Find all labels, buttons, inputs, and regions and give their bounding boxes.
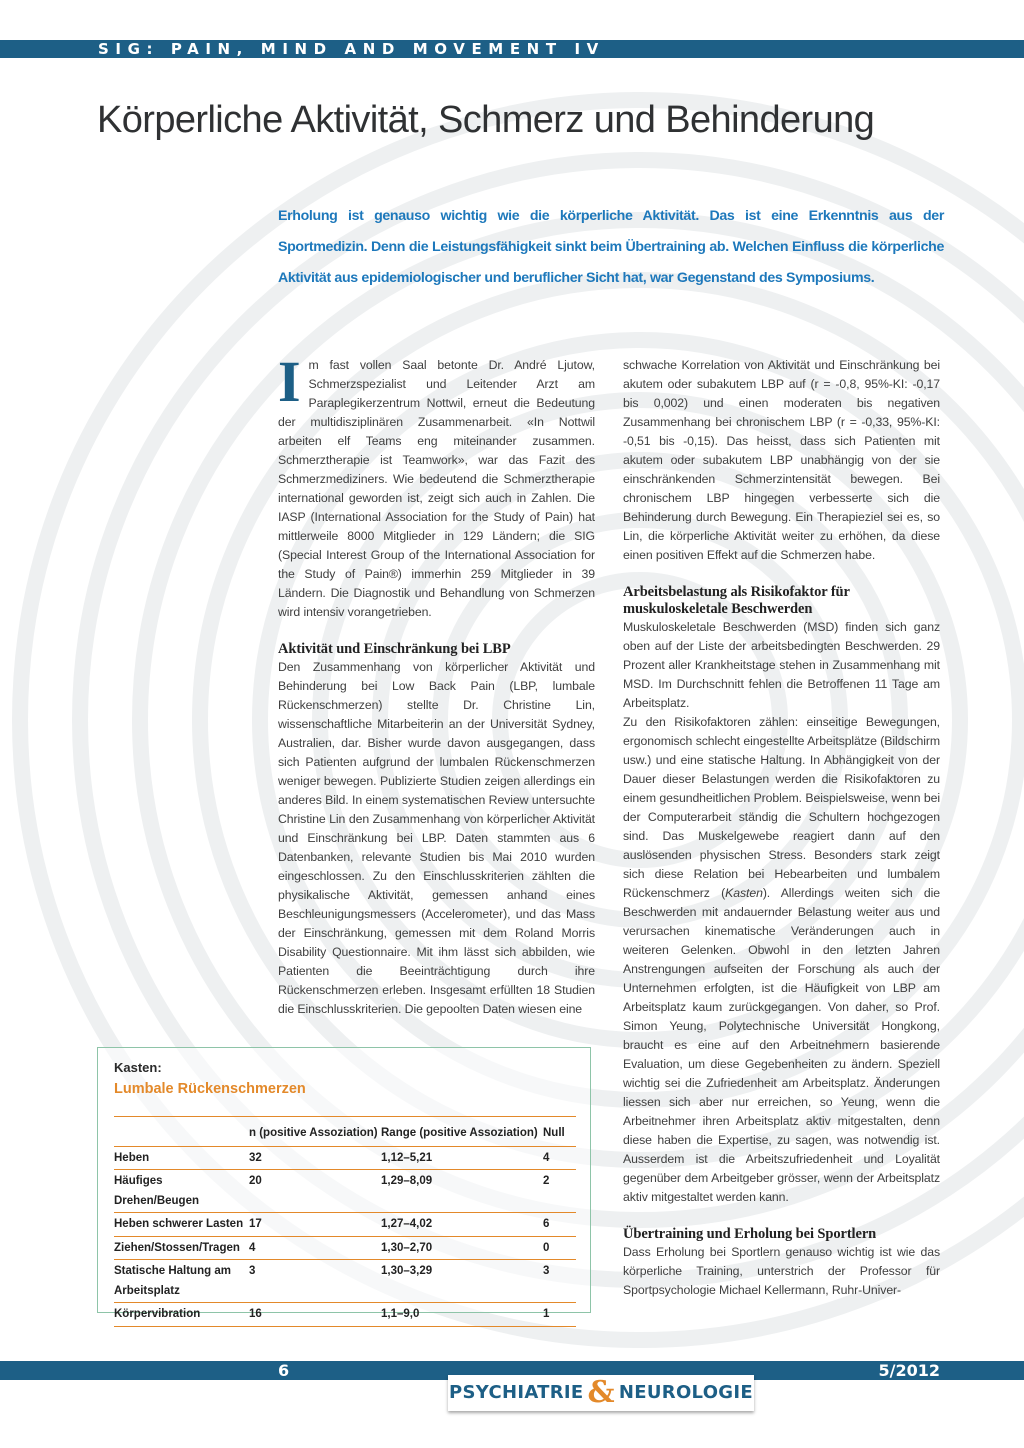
- box-title: Lumbale Rückenschmerzen: [114, 1081, 306, 1097]
- text-column-left: [278, 349, 595, 1019]
- table-cell: 1,1–9,0: [381, 1303, 543, 1327]
- table-cell: 1,30–2,70: [381, 1236, 543, 1260]
- table-header-row: [114, 1117, 576, 1147]
- table-cell: 2: [543, 1170, 576, 1213]
- section-header-bar: [0, 40, 1024, 58]
- intro-paragraph: [278, 349, 595, 622]
- issue-number: 5/2012: [878, 1361, 940, 1380]
- table-cell: 1,27–4,02: [381, 1213, 543, 1237]
- table-cell: Körpervibration: [114, 1303, 249, 1327]
- info-box: [97, 1047, 591, 1320]
- table-cell: 1,29–8,09: [381, 1170, 543, 1213]
- paragraph-risk-factors: [623, 713, 940, 1207]
- table-cell: 1,12–5,21: [381, 1146, 543, 1170]
- table-cell: Heben: [114, 1146, 249, 1170]
- paragraph-overtraining: Dass Erholung bei Sportlern genauso wichtig ist wie das körperliche Training, unterstrich der Professor für Sportpsychologie Michael Kellermann, Ruhr-Univer-: [623, 1245, 940, 1297]
- table-cell: 0: [543, 1236, 576, 1260]
- table-cell: 1: [543, 1303, 576, 1327]
- journal-logo: [448, 1375, 754, 1411]
- box-label: Kasten:: [114, 1060, 162, 1075]
- risk-text-a: Zu den Risikofaktoren zählen: einseitige Bewegungen, ergonomisch schlecht eingestellte Arbeitsplätze (Bildschirm usw.) und eine statische Haltung. In Abhängigkeit von der Dauer dieser Belastungen werden die Risikofaktoren zu einem gesundheitlichen Problem. Beispielsweise, wenn bei der Computerarbeit ständig die Schultern hochgezogen sind. Das Muskelgewebe reagiert dann auf den auslösenden physischen Stress. Besonders stark zeigt sich diese Relation bei Hebearbeiten und lumbalem Rückenschmerz (: [623, 715, 940, 900]
- table-header-cell: [114, 1117, 249, 1147]
- table-cell: 6: [543, 1213, 576, 1237]
- logo-text-left: PSYCHIATRIE: [449, 1382, 584, 1403]
- table-cell: 32: [249, 1146, 381, 1170]
- paragraph-correlation: schwache Korrelation von Aktivität und Einschränkung bei akutem oder subakutem LBP auf (r = -0,8, 95%-KI: -0,17 bis 0,002) und einen moderaten bis negativen Zusammenhang bei chronischem LBP (r = -0,33, 95%-KI: -0,51 bis -0,15). Das heisst, dass sich Patienten mit akutem oder subakutem LBP unabhängig von der sie einschränkenden Schmerzintensität bewegen. Bei chronischem LBP hingegen verbesserte sich die Behinderung durch Bewegung. Ein Therapieziel sei es, so Lin, die körperliche Aktivität weiter zu erhöhen, da diese einen positiven Effekt auf die Schmerzen habe.: [623, 358, 940, 562]
- drop-cap: I: [278, 349, 301, 414]
- table-cell: 16: [249, 1303, 381, 1327]
- table-header-cell: Range (positive Assoziation): [381, 1117, 543, 1147]
- table-row: [114, 1260, 576, 1303]
- article-title: Körperliche Aktivität, Schmerz und Behinderung: [97, 99, 875, 141]
- logo-ampersand: &: [587, 1375, 615, 1410]
- table-cell: 1,30–3,29: [381, 1260, 543, 1303]
- risk-text-b: ). Allerdings weiten sich die Beschwerden mit andauernder Belastung weiter aus und verursachen kinematische Veränderungen auch in weiteren Gelenken. Obwohl in den letzten Jahren Anstrengungen aufseiten der Forschung als auch der Unternehmen erfolgten, ist die Häufigkeit von LBP am Arbeitsplatz kaum zurückgegangen. Von daher, so Prof. Simon Yeung, Polytechnische Universität Hongkong, braucht es eine auf den Arbeitnehmern basierende Evaluation, um diese Gegebenheiten zu ändern. Speziell wichtig sei die Zufriedenheit am Arbeitsplatz. Änderungen liessen sich aber nur erreichen, so Yeung, wenn die Arbeitnehmer ihren Arbeitsplatz aktiv mitgestalten, denn diese haben die Expertise, zu sagen, was notwendig ist. Ausserdem ist die Arbeitszufriedenheit und Loyalität gegenüber dem Arbeitgeber grösser, wenn der Arbeitsplatz aktiv mitgestaltet werden kann.: [623, 886, 941, 1204]
- table-cell: 20: [249, 1170, 381, 1213]
- table-row: [114, 1146, 576, 1170]
- subheading-activity-lbp: Aktivität und Einschränkung bei LBP: [278, 641, 511, 657]
- intro-text: m fast vollen Saal betonte Dr. André Ljutow, Schmerzspezialist und Leitender Arzt am Paraplegikerzentrum Nottwil, erneut die Bedeutung der multidisziplinären Zusammenarbeit. «In Nottwil arbeiten elf Teams eng miteinander zusammen. Schmerztherapie ist Teamwork», war das Fazit des Schmerzmediziners. Wie bedeutend die Schmerztherapie international geworden ist, zeigt sich auch in Zahlen. Die IASP (International Association for the Study of Pain) hat mittlerweile 8000 Mitglieder in 129 Ländern; die SIG (Special Interest Group of the International Association for the Study of Pain®) immerhin 259 Mitglieder in 39 Ländern. Die Diagnostik und Behandlung von Schmerzen wird intensiv vorangetrieben.: [278, 358, 595, 619]
- table-row: [114, 1303, 576, 1327]
- paragraph-msd: Muskuloskeletale Beschwerden (MSD) finden sich ganz oben auf der Liste der arbeitsbedingten Beschwerden. 29 Prozent aller Krankheitstage stehen in Zusammenhang mit MSD. Im Durchschnitt fehlen die Betroffenen 11 Tage am Arbeitsplatz.: [623, 620, 940, 710]
- article-lead: Erholung ist genauso wichtig wie die körperliche Aktivität. Das ist eine Erkenntnis aus der Sportmedizin. Denn die Leistungsfähigkeit sinkt beim Übertraining ab. Welchen Einfluss die körperliche Aktivität aus epidemiologischer und beruflicher Sicht hat, war Gegenstand des Symposiums.: [278, 208, 944, 286]
- table-row: [114, 1170, 576, 1213]
- table-header-cell: Null: [543, 1117, 576, 1147]
- table-cell: Häufiges Drehen/Beugen: [114, 1170, 249, 1213]
- table-cell: 4: [543, 1146, 576, 1170]
- table-header-cell: n (positive Assoziation): [249, 1117, 381, 1147]
- kasten-reference: Kasten: [725, 886, 763, 900]
- subheading-overtraining: Übertraining und Erholung bei Sportlern: [623, 1226, 877, 1242]
- table-row: [114, 1213, 576, 1237]
- page-number: 6: [278, 1361, 290, 1380]
- text-column-right: [623, 356, 940, 1300]
- section-header-text: SIG: PAIN, MIND AND MOVEMENT IV: [98, 40, 605, 58]
- table-cell: Heben schwerer Lasten: [114, 1213, 249, 1237]
- table-cell: 4: [249, 1236, 381, 1260]
- table-cell: Ziehen/Stossen/Tragen: [114, 1236, 249, 1260]
- table-cell: 3: [543, 1260, 576, 1303]
- data-table: [114, 1116, 576, 1327]
- subheading-workload: Arbeitsbelastung als Risikofaktor für muskuloskeletale Beschwerden: [623, 584, 850, 617]
- table-cell: 17: [249, 1213, 381, 1237]
- table-cell: Statische Haltung am Arbeitsplatz: [114, 1260, 249, 1303]
- table-row: [114, 1236, 576, 1260]
- table-cell: 3: [249, 1260, 381, 1303]
- paragraph-activity-lbp: Den Zusammenhang von körperlicher Aktivität und Behinderung bei Low Back Pain (LBP, lumbale Rückenschmerzen) stellte Dr. Christine Lin, wissenschaftliche Mitarbeiterin an der Universität Sydney, Australien, dar. Bisher wurde davon ausgegangen, dass sich Patienten aufgrund der lumbalen Rückenschmerzen weniger bewegen. Publizierte Studien zeigen allerdings ein anderes Bild. In einem systematischen Review untersuchte Christine Lin den Zusammenhang von körperlicher Aktivität und Einschränkung bei LBP. Daten stammten aus 6 Datenbanken, relevante Studien bis Mai 2010 wurden eingeschlossen. Zu den Einschlusskriterien zählten die physikalische Aktivität, gemessen anhand eines Beschleunigungsmessers (Accelerometer), und das Mass der Einschränkung, gemessen mit dem Roland Morris Disability Questionnaire. Mit ihm lässt sich abbilden, wie Patienten die Beeinträchtigung durch ihre Rückenschmerzen erleben. Insgesamt erfüllten 18 Studien die Einschlusskriterien. Die gepoolten Daten wiesen eine: [278, 660, 595, 1016]
- logo-text-right: NEUROLOGIE: [618, 1382, 753, 1403]
